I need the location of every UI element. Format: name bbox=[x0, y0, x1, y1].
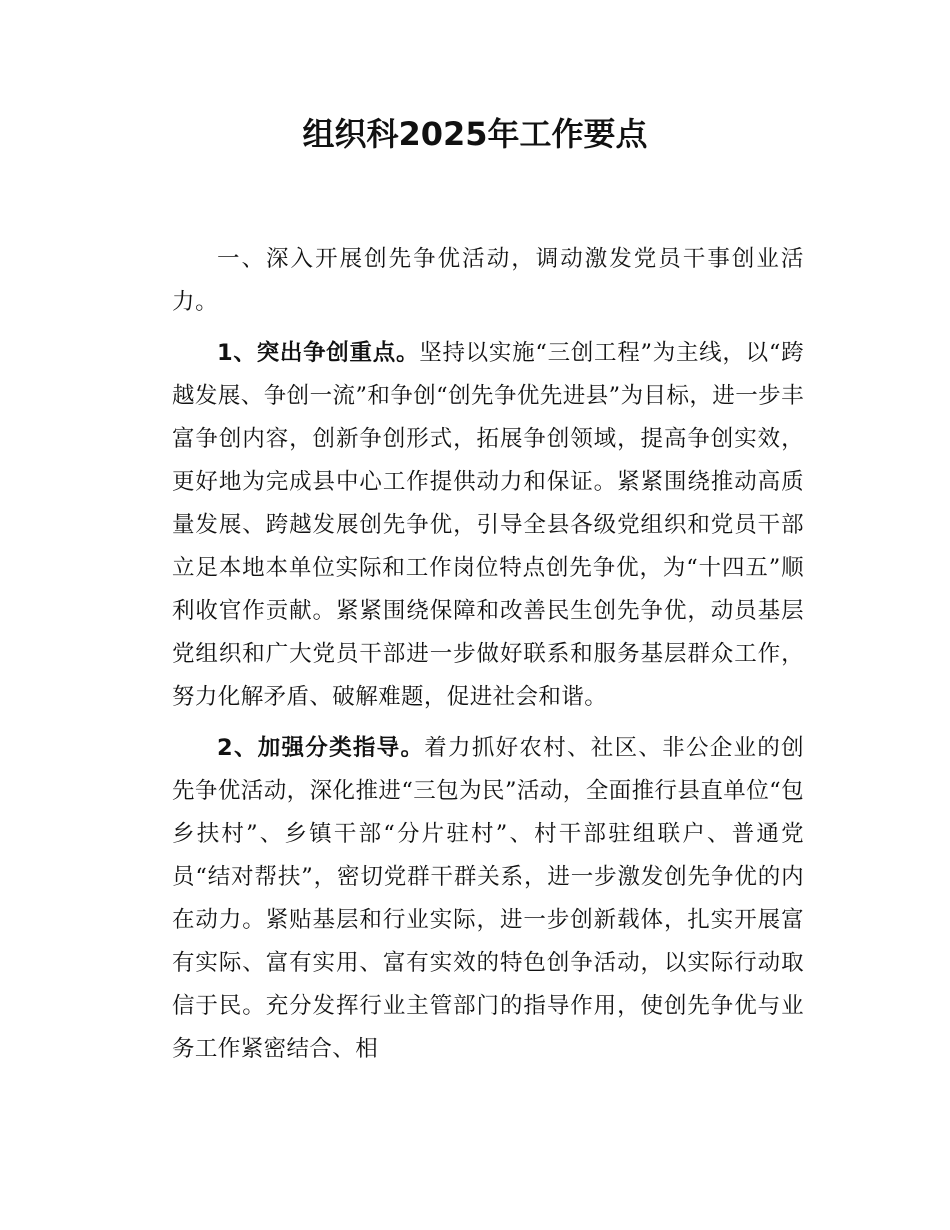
section-heading-1: 一、深入开展创先争优活动，调动激发党员干事创业活力。 bbox=[172, 246, 804, 315]
paragraph-item-1 bbox=[172, 332, 804, 719]
item-2-text: 着力抓好农村、社区、非公企业的创先争优活动，深化推进“三包为民”活动，全面推行县直单位“包乡扶村”、乡镇干部“分片驻村”、村干部驻组联户、普通党员“结对帮扶”，密切党群干群关系，进一步激发创先争优的内在动力。紧贴基层和行业实际，进一步创新载体，扎实开展富有实际、富有实用、富有实效的特色创争活动，以实际行动取信于民。充分发挥行业主管部门的指导作用，使创先争优与业务工作紧密结合、相 bbox=[172, 735, 804, 1062]
item-1-lead: 1、突出争创重点。 bbox=[217, 340, 420, 366]
paragraph-item-2 bbox=[172, 727, 804, 1071]
item-1-text: 坚持以实施“三创工程”为主线，以“跨越发展、争创一流”和争创“创先争优先进县”为目标，进一步丰富争创内容，创新争创形式，拓展争创领域，提高争创实效，更好地为完成县中心工作提供动力和保证。紧紧围绕推动高质量发展、跨越发展创先争优，引导全县各级党组织和党员干部立足本地本单位实际和工作岗位特点创先争优，为“十四五”顺利收官作贡献。紧紧围绕保障和改善民生创先争优，动员基层党组织和广大党员干部进一步做好联系和服务基层群众工作，努力化解矛盾、破解难题，促进社会和谐。 bbox=[172, 340, 804, 710]
document-body bbox=[172, 238, 804, 1079]
document-title: 组织科2025年工作要点 bbox=[302, 115, 648, 153]
item-2-lead: 2、加强分类指导。 bbox=[217, 735, 425, 761]
